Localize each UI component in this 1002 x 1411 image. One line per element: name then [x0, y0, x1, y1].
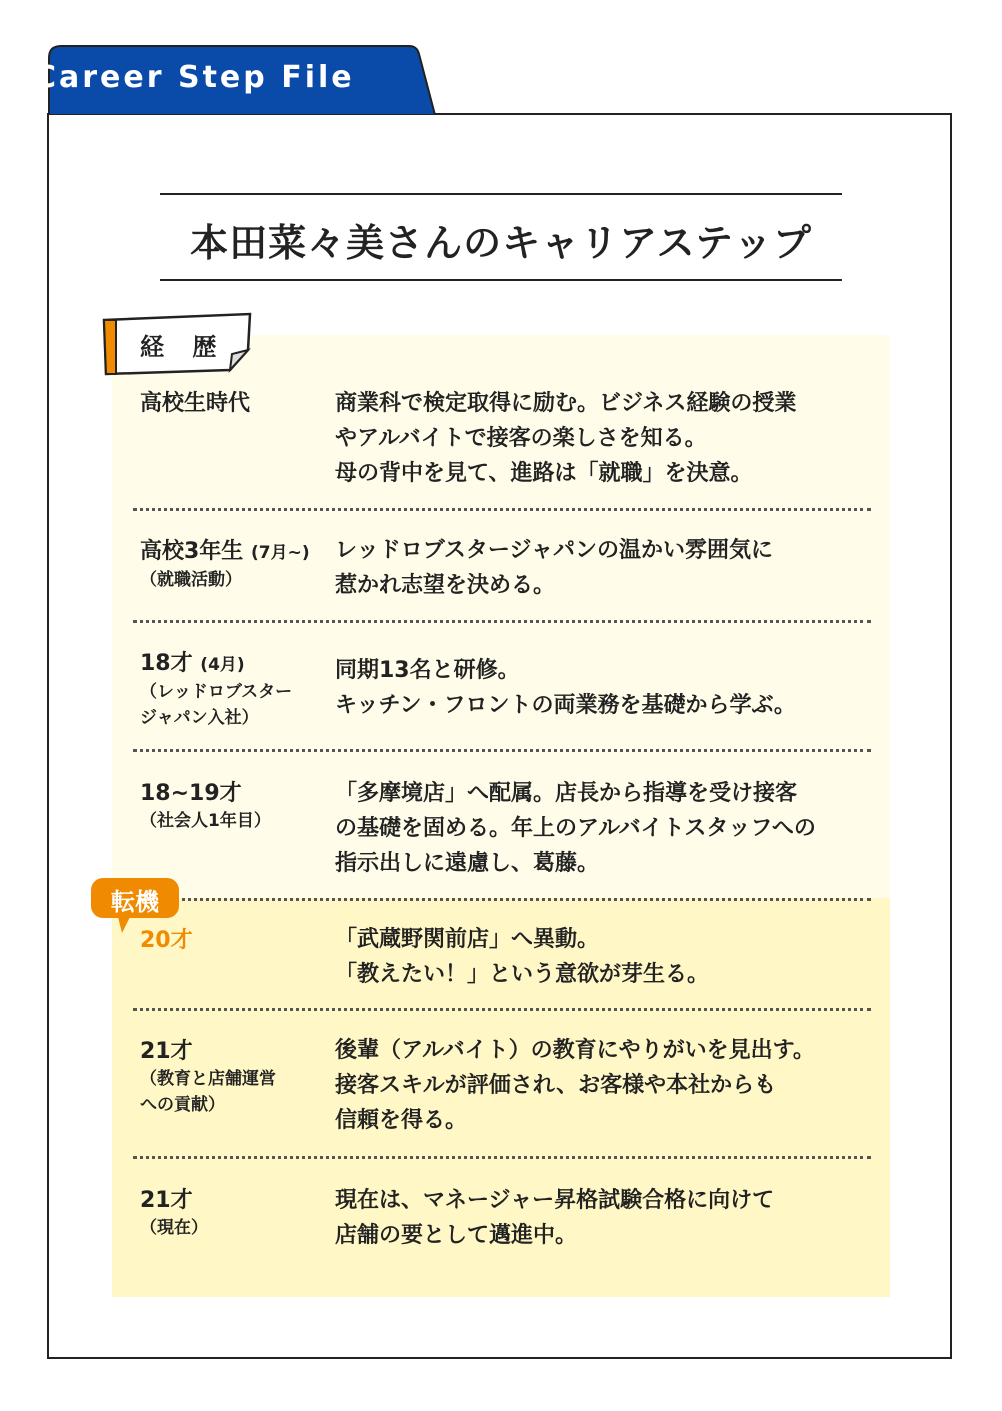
- row-divider: [133, 1156, 871, 1159]
- description-line: 店舗の要として邁進中。: [335, 1223, 578, 1248]
- description-line: 接客スキルが評価され、お客様や本社からも: [335, 1073, 777, 1098]
- timeline-period: [140, 1038, 330, 1118]
- period-sub: ジャパン入社）: [140, 708, 259, 728]
- description-line: 同期13名と研修。: [335, 658, 520, 683]
- timeline-description: [335, 776, 875, 881]
- timeline-description: [335, 922, 875, 992]
- row-divider: [133, 749, 871, 752]
- timeline-description: [335, 653, 875, 723]
- period-sub: （現在）: [140, 1218, 208, 1238]
- title-rule-bottom: [160, 279, 842, 281]
- timeline-period: [140, 1187, 330, 1241]
- description-line: 「教えたい！」という意欲が芽生る。: [335, 962, 710, 987]
- description-line: 指示出しに遠慮し、葛藤。: [335, 851, 600, 876]
- description-line: 信頼を得る。: [335, 1108, 468, 1133]
- period-text: 20才: [140, 928, 193, 953]
- timeline-period: [140, 780, 330, 834]
- timeline-description: [335, 1183, 875, 1253]
- timeline-period: [140, 390, 330, 418]
- period-text: 18才: [140, 651, 193, 676]
- period-text: 21才: [140, 1039, 193, 1064]
- turning-point-label: 転機: [111, 888, 159, 916]
- row-divider: [133, 620, 871, 623]
- description-line: の基礎を固める。年上のアルバイトスタッフへの: [335, 816, 816, 841]
- description-line: やアルバイトで接客の楽しさを知る。: [335, 426, 707, 451]
- period-paren: (4月): [200, 655, 245, 675]
- period-sub: （社会人1年目）: [140, 811, 271, 831]
- period-sub: への貢献）: [140, 1095, 225, 1115]
- row-divider: [133, 898, 871, 901]
- period-paren: (7月~): [250, 543, 310, 563]
- timeline-description: [335, 386, 875, 491]
- description-line: キッチン・フロントの両業務を基礎から学ぶ。: [335, 693, 796, 718]
- timeline-description: [335, 1033, 875, 1138]
- title-rule-top: [160, 193, 842, 195]
- page-title: 本田菜々美さんのキャリアステップ: [190, 221, 812, 265]
- period-text: 高校3年生: [140, 539, 244, 564]
- period-text: 18~19才: [140, 781, 242, 806]
- row-divider: [133, 1008, 871, 1011]
- period-sub: （教育と店舗運営: [140, 1069, 276, 1089]
- description-line: 商業科で検定取得に励む。ビジネス経験の授業: [335, 391, 797, 416]
- period-sub: （就職活動）: [140, 570, 242, 590]
- description-line: 母の背中を見て、進路は「就職」を決意。: [335, 461, 753, 486]
- description-line: 「武蔵野関前店」へ異動。: [335, 927, 600, 952]
- period-text: 高校生時代: [140, 391, 251, 416]
- description-line: レッドロブスタージャパンの温かい雰囲気に: [335, 538, 774, 563]
- timeline-period: [140, 650, 330, 731]
- description-line: 惹かれ志望を決める。: [335, 573, 556, 598]
- period-sub: （レッドロブスター: [140, 682, 293, 702]
- description-line: 現在は、マネージャー昇格試験合格に向けて: [335, 1188, 775, 1213]
- section-label: 経 歴: [140, 333, 227, 361]
- period-text: 21才: [140, 1188, 193, 1213]
- description-line: 後輩（アルバイト）の教育にやりがいを見出す。: [335, 1038, 815, 1063]
- description-line: 「多摩境店」へ配属。店長から指導を受け接客: [335, 781, 798, 806]
- timeline-description: [335, 533, 875, 603]
- row-divider: [133, 508, 871, 511]
- header-tab-label: Career Step File: [34, 60, 355, 95]
- timeline-period: [140, 538, 330, 593]
